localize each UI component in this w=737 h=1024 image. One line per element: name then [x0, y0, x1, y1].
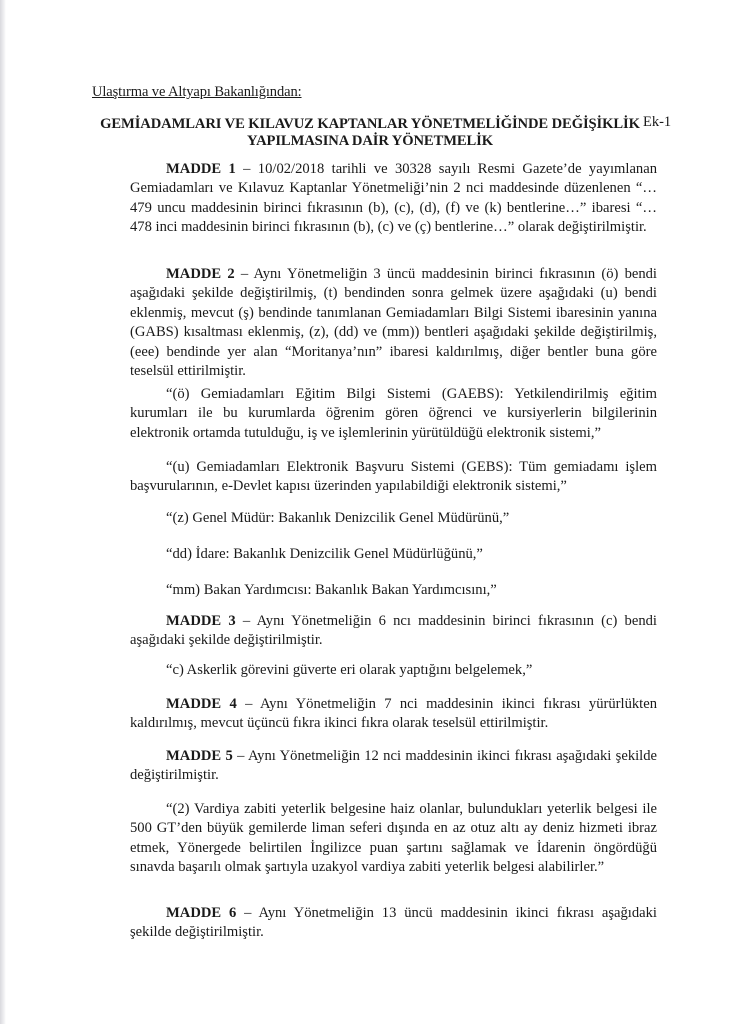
article-text: Aynı Yönetmeliğin 3 üncü maddesinin birinci fıkrasının (ö) bendi aşağıdaki şekilde değiştirilmiş, (t) bendinden sonra gelmek üzere aşağıdaki (u) bendi eklenmiş, mevcut (ş) bendinde tanımlanan Gemiadamları Bilgi Sistemi ibaresinin yanına (GABS) kısaltması eklenmiş, (z), (dd) ve (mm)) bentleri aşağıdaki şekilde değiştirilmiş, (eee) bendinde yer alan “Moritanya’nın” ibaresi kaldırılmış, diğer bentler buna göre teselsül ettirilmiştir.: [130, 266, 657, 380]
amendment-quote-z: “(z) Genel Müdür: Bakanlık Denizcilik Genel Müdürünü,”: [166, 510, 510, 526]
article-2: MADDE 2 – Aynı Yönetmeliğin 3 üncü maddesinin birinci fıkrasının (ö) bendi aşağıdaki şekilde değiştirilmiş, (t) bendinden sonra gelmek üzere aşağıdaki (u) bendi eklenmiş, mevcut (ş) bendinde tanımlanan Gemiadamları Bilgi Sistemi ibaresinin yanına (GABS) kısaltması eklenmiş, (z), (dd) ve (mm)) bentleri aşağıdaki şekilde değiştirilmiş, (eee) bendinde yer alan “Moritanya’nın” ibaresi kaldırılmış, diğer bentler buna göre teselsül ettirilmiştir.: [130, 266, 657, 380]
article-text: 10/02/2018 tarihli ve 30328 sayılı Resmi Gazete’de yayımlanan Gemiadamları ve Kılavuz Kaptanlar Yönetmeliği’nin 2 nci maddesinde düzenlenen “… 479 uncu maddesinin birinci fıkrasının (b), (c), (d), (f) ve (k) bentlerine…” ibaresi “… 478 inci maddesinin birinci fıkrasının (b), (c) ve (ç) bentlerine…” olarak değiştirilmiştir.: [130, 161, 657, 236]
article-heading: MADDE 3: [166, 613, 236, 629]
ministry-heading: Ulaştırma ve Altyapı Bakanlığından:: [92, 84, 302, 100]
amendment-quote-dd: “dd) İdare: Bakanlık Denizcilik Genel Müdürlüğünü,”: [166, 546, 483, 562]
amendment-quote-o: “(ö) Gemiadamları Eğitim Bilgi Sistemi (GAEBS): Yetkilendirilmiş eğitim kurumları ile bu kurumlarda öğrenim gören öğrenci ve kursiyerlerin bilgilerinin elektronik ortamda tutulduğu, iş ve işlemlerinin yürütüldüğü elektronik sistemi,”: [130, 386, 657, 441]
amendment-quote-mm: “mm) Bakan Yardımcısı: Bakanlık Bakan Yardımcısını,”: [166, 582, 497, 598]
title-line-2: YAPILMASINA DAİR YÖNETMELİK: [247, 133, 493, 149]
article-1: MADDE 1 – 10/02/2018 tarihli ve 30328 sayılı Resmi Gazete’de yayımlanan Gemiadamları ve Kılavuz Kaptanlar Yönetmeliği’nin 2 nci maddesinde düzenlenen “… 479 uncu maddesinin birinci fıkrasının (b), (c), (d), (f) ve (k) bentlerine…” ibaresi “… 478 inci maddesinin birinci fıkrasının (b), (c) ve (ç) bentlerine…” olarak değiştirilmiştir.: [130, 161, 657, 236]
regulation-title: [90, 116, 650, 150]
article-4: MADDE 4 – Aynı Yönetmeliğin 7 nci maddesinin ikinci fıkrası yürürlükten kaldırılmış, mevcut üçüncü fıkra ikinci fıkra olarak teselsül ettirilmiştir.: [130, 696, 658, 732]
amendment-quote-2: “(2) Vardiya zabiti yeterlik belgesine haiz olanlar, bulundukları yeterlik belgesi ile 500 GT’den büyük gemilerde liman seferi dışında en az otuz altı ay deniz hizmeti ibraz etmek, Yönergede belirtilen İngilizce puan şartını sağlamak ve İdarenin öngördüğü sınavda başarılı olmak şartıyla uzakyol vardiya zabiti yeterlik belgesi alabilirler.”: [130, 801, 657, 876]
amendment-quote-u: “(u) Gemiadamları Elektronik Başvuru Sistemi (GEBS): Tüm gemiadamı işlem başvurularının, e-Devlet kapısı üzerinden yapılabildiği elektronik sistemi,”: [130, 459, 657, 495]
article-text: Aynı Yönetmeliğin 12 nci maddesinin ikinci fıkrası aşağıdaki şekilde değiştirilmiştir.: [130, 748, 658, 784]
article-6: MADDE 6 – Aynı Yönetmeliğin 13 üncü maddesinin ikinci fıkrası aşağıdaki şekilde değiştirilmiştir.: [130, 905, 657, 941]
article-heading: MADDE 5: [166, 748, 233, 764]
article-5: MADDE 5 – Aynı Yönetmeliğin 12 nci maddesinin ikinci fıkrası aşağıdaki şekilde değiştirilmiştir.: [130, 748, 658, 784]
article-3: MADDE 3 – Aynı Yönetmeliğin 6 ncı maddesinin birinci fıkrasının (c) bendi aşağıdaki şekilde değiştirilmiştir.: [130, 613, 657, 649]
title-line-1: GEMİADAMLARI VE KILAVUZ KAPTANLAR YÖNETMELİĞİNDE DEĞİŞİKLİK: [100, 116, 640, 132]
annex-label: Ek-1: [643, 114, 672, 130]
article-heading: MADDE 1: [166, 161, 236, 177]
article-text: Aynı Yönetmeliğin 13 üncü maddesinin ikinci fıkrası aşağıdaki şekilde değiştirilmiştir.: [130, 905, 657, 941]
article-heading: MADDE 4: [166, 696, 237, 712]
amendment-quote-c: “c) Askerlik görevini güverte eri olarak yaptığını belgelemek,”: [166, 662, 533, 678]
article-heading: MADDE 6: [166, 905, 237, 921]
article-heading: MADDE 2: [166, 266, 235, 282]
article-text: Aynı Yönetmeliğin 6 ncı maddesinin birinci fıkrasının (c) bendi aşağıdaki şekilde değiştirilmiştir.: [130, 613, 657, 649]
article-text: Aynı Yönetmeliğin 7 nci maddesinin ikinci fıkrası yürürlükten kaldırılmış, mevcut üçüncü fıkra ikinci fıkra olarak teselsül ettirilmiştir.: [130, 696, 658, 732]
